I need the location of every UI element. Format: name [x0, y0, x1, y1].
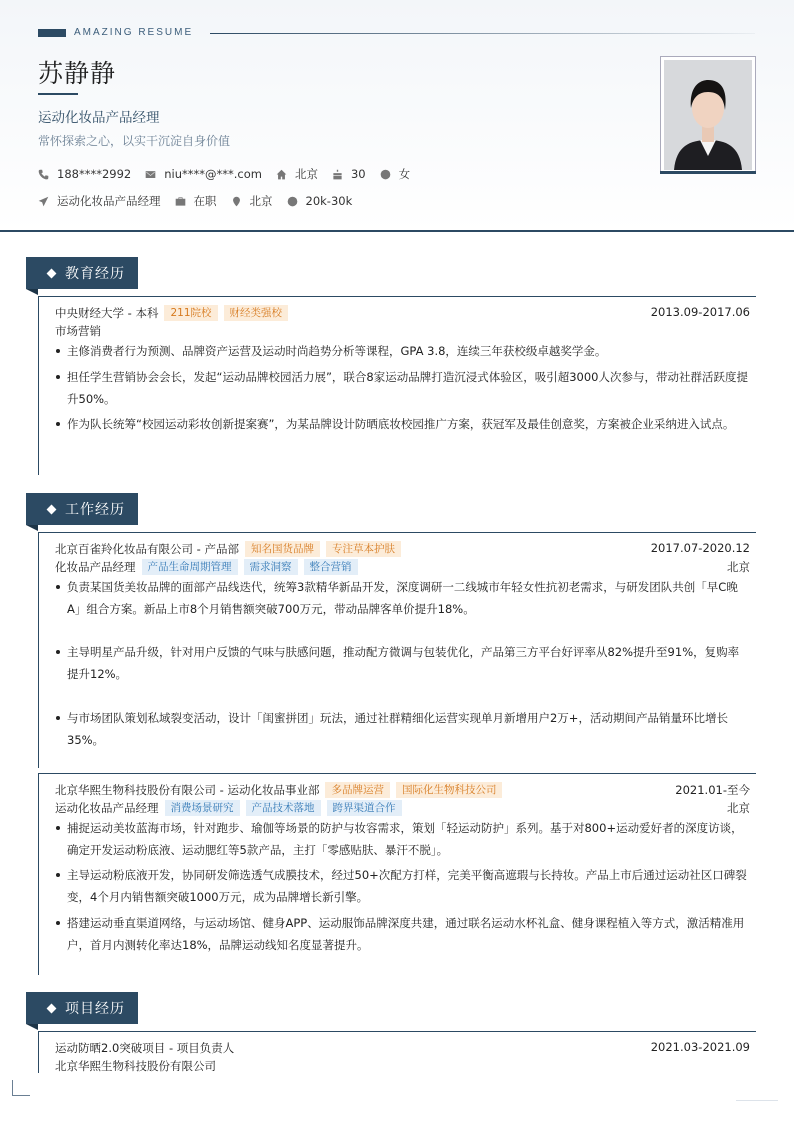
role: 运动化妆品产品经理 [55, 801, 159, 815]
info-salary: 20k-30k [287, 194, 353, 208]
role-tag: 产品技术落地 [246, 800, 321, 816]
company-tag: 知名国货品牌 [245, 541, 320, 557]
phone-icon [38, 169, 49, 180]
info-intent: 运动化妆品产品经理 [38, 193, 161, 209]
diamond-icon [47, 1003, 57, 1013]
company-name: 北京华熙生物科技股份有限公司 - 运动化妆品事业部 [55, 783, 320, 797]
project-title: 运动防晒2.0突破项目 - 项目负责人 [55, 1041, 235, 1055]
section-education-heading: 教育经历 [26, 257, 138, 289]
cake-icon [332, 169, 343, 180]
diamond-icon [47, 268, 57, 278]
role-tag: 产品生命周期管理 [142, 559, 238, 575]
tagline-bar [38, 29, 66, 37]
project-period: 2021.03-2021.09 [650, 1040, 750, 1054]
role: 化妆品产品经理 [55, 560, 136, 574]
work-city: 北京 [727, 560, 750, 574]
money-icon [287, 196, 298, 207]
work-role-row [55, 800, 750, 816]
job-title: 运动化妆品产品经理 [38, 110, 160, 126]
work-bullet: 负责某国货美妆品牌的面部产品线迭代，统筹3款精华新品开发，深度调研一二线城市年轻女性抗初老需求，与研发团队共创「早C晚A」组合方案。新品上市8个月销售额突破700万元，带动品牌客单价提升18%。 [55, 576, 749, 620]
info-phone: 188****2992 [38, 167, 131, 181]
work-bullet: 主导运动粉底液开发，协同研发筛选透气成膜技术，经过50+次配方打样，完美平衡高遮瑕与长持妆。产品上市后通过运动社区口碑裂变，4个月内销售额突破1000万元，成为品牌增长新引擎。 [55, 864, 749, 908]
role-tag: 跨界渠道合作 [327, 800, 402, 816]
school-tag: 211院校 [164, 305, 217, 321]
info-gender: 女 [380, 166, 411, 182]
page-corner-line [736, 1100, 778, 1101]
project-header [55, 1040, 750, 1056]
location-icon [231, 196, 242, 207]
education-period: 2013.09-2017.06 [650, 305, 750, 319]
tagline-line [210, 33, 755, 34]
company-tag: 多品牌运营 [325, 782, 390, 798]
name-underline [38, 93, 78, 95]
company-tag: 国际化生物科技公司 [396, 782, 503, 798]
info-home: 北京 [276, 166, 318, 182]
section-project-heading: 项目经历 [26, 992, 138, 1024]
work-bullet: 搭建运动垂直渠道网络，与运动场馆、健身APP、运动服饰品牌深度共建，通过联名运动水杯礼盒、健身课程植入等方式，激活精准用户，首月内测转化率达18%，品牌运动线知名度显著提升。 [55, 912, 749, 956]
education-major-row [55, 323, 750, 339]
section-notch [26, 525, 38, 531]
work-bullet: 与市场团队策划私域裂变活动，设计「闺蜜拼团」玩法，通过社群精细化运营实现单月新增用户2万+，活动期间产品销量环比增长35%。 [55, 707, 749, 751]
project-org-row [55, 1058, 750, 1074]
company-tag: 专注草本护肤 [326, 541, 401, 557]
tagline: AMAZING RESUME [74, 27, 194, 38]
mail-icon [145, 169, 156, 180]
major: 市场营销 [55, 324, 101, 338]
briefcase-icon [175, 196, 186, 207]
work-header [55, 782, 750, 798]
company-name: 北京百雀羚化妆品有限公司 - 产品部 [55, 542, 239, 556]
motto: 常怀探索之心，以实干沉淀自身价值 [38, 134, 231, 148]
education-bullet: 作为队长统筹“校园运动彩妆创新提案赛”，为某品牌设计防晒底妆校园推广方案，获冠军及最佳创意奖，方案被企业采纳进入试点。 [55, 413, 749, 435]
gender-icon [380, 169, 391, 180]
education-bullet: 主修消费者行为预测、品牌资产运营及运动时尚趋势分析等课程，GPA 3.8，连续三年获校级卓越奖学金。 [55, 340, 749, 362]
info-row-2 [38, 193, 366, 209]
work-period: 2021.01-至今 [675, 783, 750, 797]
school-name: 中央财经大学 - 本科 [55, 306, 159, 320]
work-period: 2017.07-2020.12 [650, 541, 750, 555]
diamond-icon [47, 504, 57, 514]
photo-bar [660, 171, 756, 174]
work-city: 北京 [727, 801, 750, 815]
info-row-1 [38, 166, 424, 182]
education-bullet: 担任学生营销协会会长，发起“运动品牌校园活力展”，联合8家运动品牌打造沉浸式体验区，吸引超3000人次参与，带动社群活跃度提升50%。 [55, 366, 749, 410]
info-email: niu****@***.com [145, 167, 262, 181]
info-age: 30 [332, 167, 366, 181]
work-header [55, 541, 750, 557]
info-status: 在职 [175, 193, 217, 209]
work-block-1 [38, 532, 756, 768]
work-role-row [55, 559, 750, 575]
work-bullet: 捕捉运动美妆蓝海市场，针对跑步、瑜伽等场景的防护与妆容需求，策划「轻运动防护」系列。基于对800+运动爱好者的深度访谈，确定开发运动粉底液、运动腮红等5款产品，主打「零感贴肤、暴汗不脱」。 [55, 817, 749, 861]
school-tag: 财经类强校 [224, 305, 289, 321]
section-notch [26, 1024, 38, 1030]
profile-photo [660, 56, 756, 174]
role-tag: 消费场景研究 [165, 800, 240, 816]
send-icon [38, 196, 49, 207]
info-city: 北京 [231, 193, 273, 209]
section-work-heading: 工作经历 [26, 493, 138, 525]
work-block-2 [38, 773, 756, 975]
candidate-name: 苏静静 [38, 59, 117, 88]
education-block [38, 296, 756, 475]
work-bullet: 主导明星产品升级，针对用户反馈的气味与肤感问题，推动配方微调与包装优化，产品第三方平台好评率从82%提升至91%，复购率提升12%。 [55, 641, 749, 685]
education-header [55, 305, 750, 321]
page-corner-mark [12, 1080, 30, 1096]
avatar-icon [664, 60, 752, 170]
home-icon [276, 169, 287, 180]
section-notch [26, 289, 38, 295]
project-block [38, 1031, 756, 1073]
role-tag: 需求洞察 [244, 559, 298, 575]
header-divider [0, 230, 794, 232]
role-tag: 整合营销 [304, 559, 358, 575]
project-org: 北京华熙生物科技股份有限公司 [55, 1059, 216, 1073]
